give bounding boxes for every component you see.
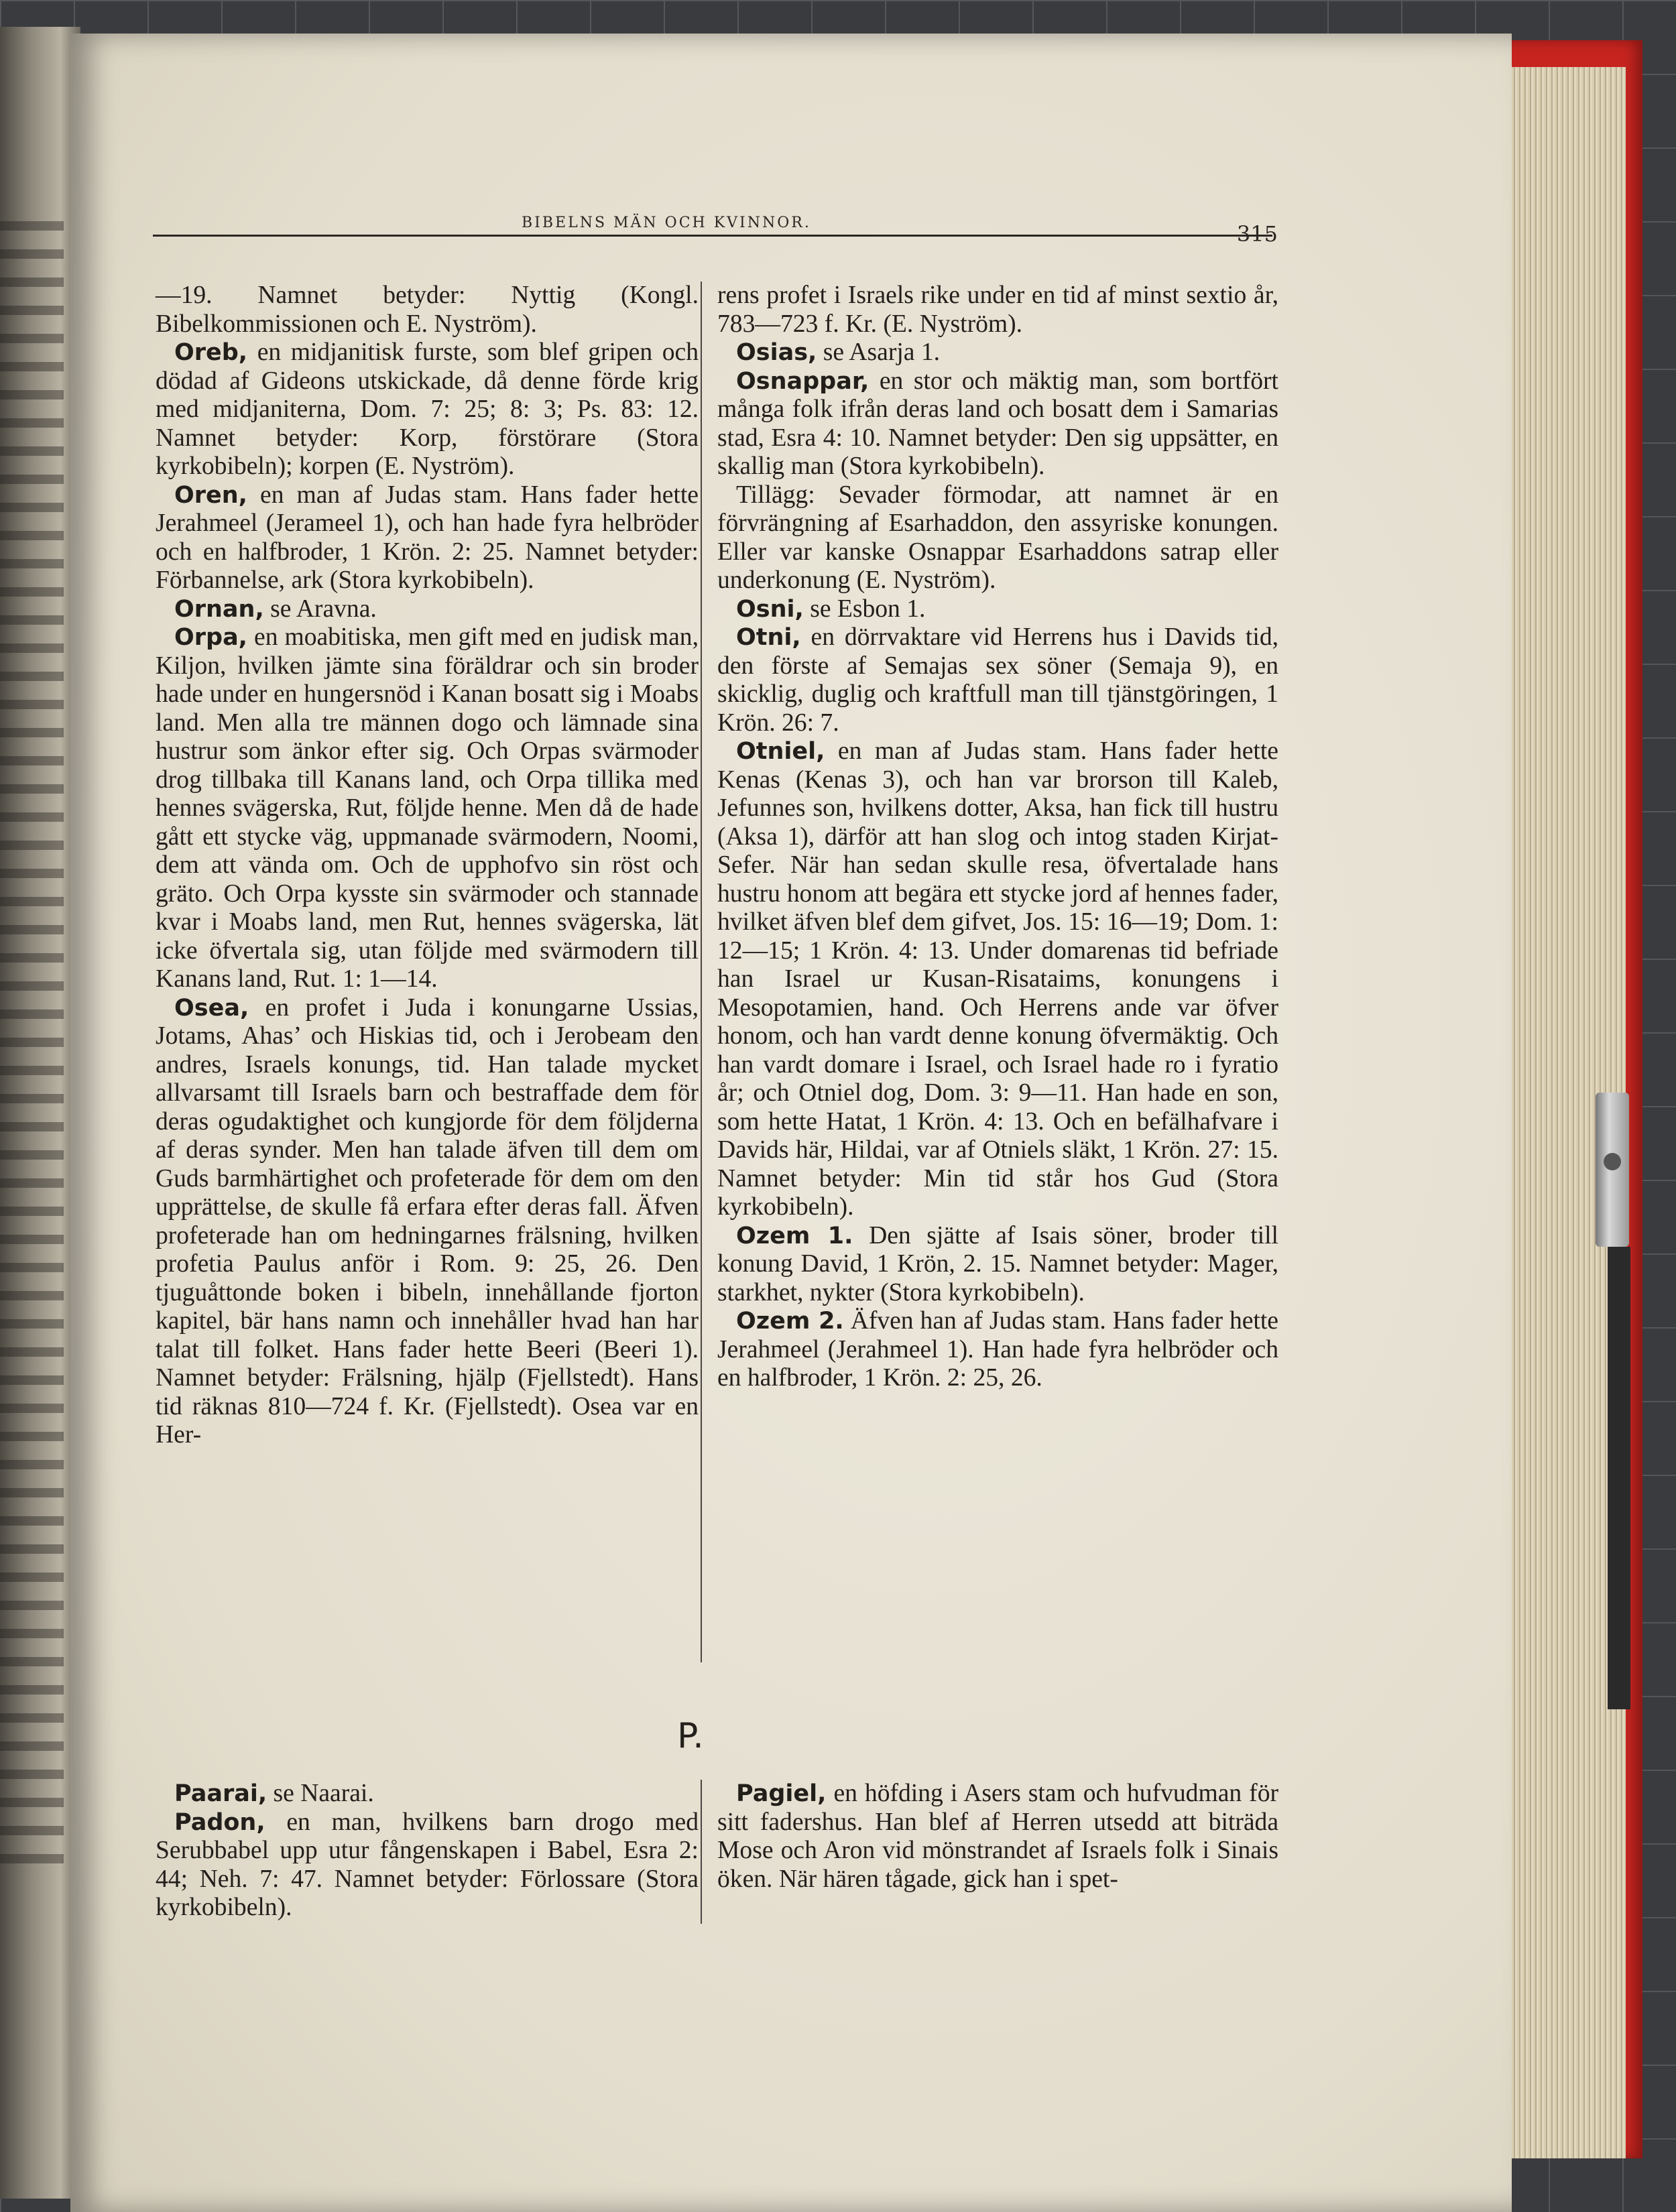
entry-text: en dörrvaktare vid Herrens hus i Davids tid, den förste af Semajas sex söner (Semaja 9), en skicklig, duglig och kraftfull man till tjänstgöringen, 1 Krön. 26: 7.	[717, 623, 1278, 737]
entry-text: en höfding i Asers stam och hufvudman för sitt fadershus. Han blef af Herren utsedd att biträda Mose och Aron vid mönstrandet af Israels folk i Sinais öken. När hären tågade, gick han i spet-	[717, 1780, 1278, 1893]
clip-screw	[1604, 1153, 1621, 1170]
entry-headword: Pagiel,	[736, 1780, 827, 1807]
entry-text: en profet i Juda i konungarne Ussias, Jotams, Ahas’ och Hiskias tid, och i Jerobeam den andres, Israels konungs, tid. Han talade mycket allvarsamt till Israels barn och bestraffade dem för deras ogudaktighet och kungjorde för dem följderna af deras synder. Men han talade äfven till dem om Guds barmhärtighet och profeterade för dem om den upprättelse, de skulle få erfara efter deras fall. Äfven profeterade han om hedningarnes frälsning, hvilken profetia Paulus anför i Rom. 9: 25, 26. Den tjuguåttonde boken i bibeln, innehållande fjorton kapitel, bär hans namn och innehåller hvad han har talat till folket. Hans fader hette Beeri (Beeri 1). Namnet betyder: Frälsning, hjälp (Fjellstedt). Hans tid räknas 810—724 f. Kr. (Fjellstedt). Osea var en Her-	[156, 993, 699, 1449]
entry-headword: Osni,	[736, 595, 804, 623]
entry-text: en stor och mäktig man, som bortfört många folk ifrån deras land och bosatt dem i Samarias stad, Esra 4: 10. Namnet betyder: Den sig uppsätter, en skallig man (Stora kyrkobibeln).	[717, 367, 1278, 480]
entry	[717, 623, 1278, 737]
entry	[156, 1808, 699, 1922]
entry	[717, 1307, 1278, 1393]
right-column	[717, 282, 1278, 1393]
entry-text: en man af Judas stam. Hans fader hette Jerahmeel (Jerameel 1), och han hade fyra helbröder och en halfbroder, 1 Krön. 2: 25. Namnet betyder: Förbannelse, ark (Stora kyrkobibeln).	[156, 481, 699, 594]
entry-text: en man, hvilkens barn drogo med Serubbabel upp utur fångenskapen i Babel, Esra 2: 44; Neh. 7: 47. Namnet betyder: Förlossare (Stora kyrkobibeln).	[156, 1808, 699, 1921]
entry-text: se Aravna.	[270, 595, 377, 623]
running-title: BIBELNS MÄN OCH KVINNOR.	[522, 214, 811, 231]
entry	[717, 367, 1278, 481]
holding-strap	[1608, 1247, 1630, 1709]
entry	[717, 481, 1278, 595]
entry-text: se Esbon 1.	[810, 595, 926, 623]
entry-headword: Padon,	[174, 1808, 265, 1836]
entry-headword: Osea,	[174, 994, 249, 1022]
entry	[156, 1780, 699, 1808]
entry-headword: Osnappar,	[736, 367, 870, 395]
entry-text: Tillägg: Sevader förmodar, att namnet är en förvrängning af Esarhaddon, den assyriske konungen. Eller var kanske Osnappar Esarhaddons satrap eller underkonung (E. Nyström).	[717, 481, 1278, 594]
entry-text: se Naarai.	[273, 1780, 374, 1807]
left-column	[156, 282, 699, 1450]
entry-headword: Ozem 2.	[736, 1308, 844, 1335]
entry-text: en moabitiska, men gift med en judisk man, Kiljon, hvilken jämte sina föräldrar och sin broder hade under en hungersnöd i Kanan bosatt sig i Moabs land. Men alla tre männen dogo och lämnade sina hustrur som änkor efter sig. Och Orpas svärmoder drog tillbaka till Kanans land, och Orpa tillika med hennes svägerska, Rut, följde henne. Men då de hade gått ett stycke väg, uppmanade svärmodern, Noomi, dem att vända om. Och de upphofvo sin röst och gräto. Och Orpa kysste sin svärmoder och stannade kvar i Moabs land, men Rut, hennes svägerska, lät icke öfvertala sig, utan följde med svärmodern till Kanans land, Rut. 1: 1—14.	[156, 623, 699, 993]
facing-page-text	[0, 221, 64, 1863]
entry-headword: Oren,	[174, 481, 247, 509]
section-letter: P.	[677, 1716, 704, 1756]
entry	[156, 623, 699, 994]
entry	[156, 994, 699, 1450]
entry	[717, 282, 1278, 339]
entry-headword: Ozem 1.	[736, 1222, 853, 1249]
entry	[156, 481, 699, 595]
entry-text: —19. Namnet betyder: Nyttig (Kongl. Bibelkommissionen och E. Nyström).	[156, 282, 699, 338]
entry	[717, 737, 1278, 1222]
entry-text: Den sjätte af Isais söner, broder till konung David, 1 Krön, 2. 15. Namnet betyder: Mager, starkhet, nykter (Stora kyrkobibeln).	[717, 1221, 1278, 1306]
entry	[156, 282, 699, 339]
column-rule-p	[701, 1780, 702, 1924]
entry	[717, 595, 1278, 624]
entry-text: se Asarja 1.	[823, 339, 941, 366]
entry	[156, 595, 699, 624]
entry-headword: Oreb,	[174, 339, 248, 366]
right-column-p	[717, 1780, 1278, 1894]
left-column-p	[156, 1780, 699, 1922]
entry	[156, 339, 699, 481]
entry-text: en midjanitisk furste, som blef gripen och dödad af Gideons utskickade, då denne förde krig med midjaniterna, Dom. 7: 25; 8: 3; Ps. 83: 12. Namnet betyder: Korp, förstörare (Stora kyrkobibeln); korpen (E. Nyström).	[156, 339, 699, 480]
entry	[717, 1222, 1278, 1308]
entry	[717, 339, 1278, 367]
entry-text: en man af Judas stam. Hans fader hette Kenas (Kenas 3), och han var brorson till Kaleb, Jefunnes son, hvilkens dotter, Aksa, han fick till hustru (Aksa 1), därför att han slog och intog staden Kirjat-Sefer. När han sedan skulle resa, öfvertalade hans hustru honom att begära ett stycke jord af hennes fader, hvilket äfven blef dem gifvet, Jos. 15: 16—19; Dom. 1: 12—15; 1 Krön. 4: 13. Under domarenas tid befriade han Israel ur Kusan-Risataims, konungens i Mesopotamien, hand. Och Herrens ande var öfver honom, och han vardt denne konung öfvermäktig. Och han vardt domare i Israel, och Israel hade ro i fyratio år; och Otniel dog, Dom. 3: 9—11. Han hade en son, som hette Hatat, 1 Krön. 4: 13. Och en befälhafvare i Davids här, Hildai, var af Otniels släkt, 1 Krön. 27: 15. Namnet betyder: Min tid står hos Gud (Stora kyrkobibeln).	[717, 737, 1278, 1221]
entry-headword: Osias,	[736, 339, 817, 366]
entry-headword: Otni,	[736, 624, 801, 651]
page-number: 315	[1236, 221, 1278, 247]
entry	[717, 1780, 1278, 1894]
column-rule	[701, 282, 702, 1662]
entry-headword: Paarai,	[174, 1780, 267, 1807]
entry-headword: Orpa,	[174, 624, 247, 651]
entry-headword: Ornan,	[174, 595, 264, 623]
entry-headword: Otniel,	[736, 738, 825, 765]
entry-text: rens profet i Israels rike under en tid af minst sextio år, 783—723 f. Kr. (E. Nyström).	[717, 282, 1278, 338]
running-header	[153, 194, 1278, 247]
entry-text: Äfven han af Judas stam. Hans fader hette Jerahmeel (Jerahmeel 1). Han hade fyra helbröder och en halfbroder, 1 Krön. 2: 25, 26.	[717, 1307, 1278, 1392]
